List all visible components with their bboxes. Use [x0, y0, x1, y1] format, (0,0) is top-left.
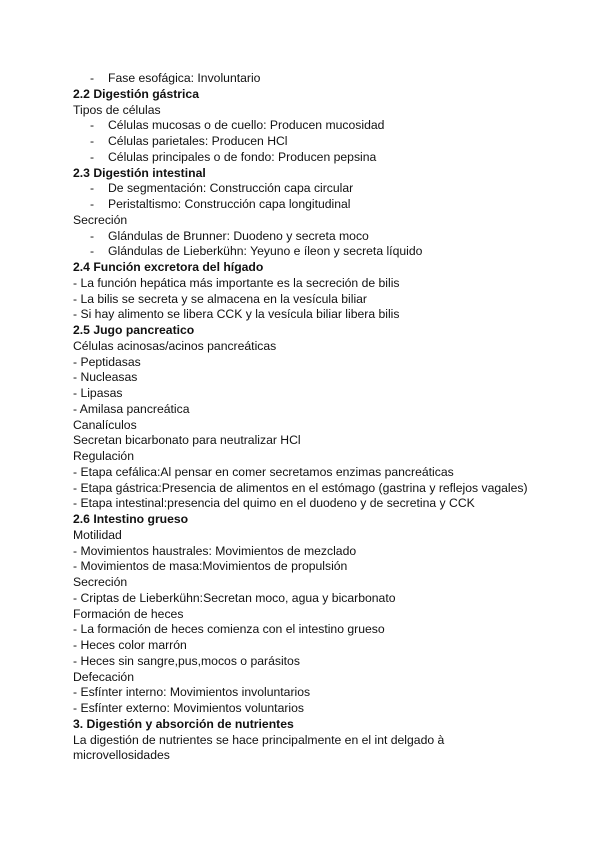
bullet-dash: - — [90, 118, 95, 133]
text-line: microvellosidades — [73, 748, 170, 763]
bullet-item — [73, 134, 573, 150]
text-line: Secretan bicarbonato para neutralizar HCl — [73, 433, 301, 448]
text-line: - Heces color marrón — [73, 638, 187, 652]
bullet-item — [73, 244, 573, 260]
section-heading: 2.2 Digestión gástrica — [73, 86, 199, 101]
bullet-text: Peristaltismo: Construcción capa longitudinal — [108, 197, 351, 211]
text-line: - Si hay alimento se libera CCK y la vesícula biliar libera bilis — [73, 307, 400, 322]
text-line: Regulación — [73, 449, 134, 463]
text-line: - Esfínter interno: Movimientos involuntarios — [73, 685, 311, 700]
text-line: - Heces sin sangre,pus,mocos o parásitos — [73, 653, 300, 668]
text-line: La digestión de nutrientes se hace principalmente en el int delgado à — [73, 732, 445, 747]
text-line: - Amilasa pancreática — [73, 401, 190, 416]
text-line: - Etapa gástrica:Presencia de alimentos en el estómago (gastrina y reflejos vagales) — [73, 480, 528, 495]
section-heading: 2.4 Función excretora del hígado — [73, 260, 264, 274]
bullet-item — [73, 197, 573, 213]
bullet-text: Fase esofágica: Involuntario — [108, 71, 261, 85]
bullet-text: Células mucosas o de cuello: Producen mucosidad — [108, 118, 385, 133]
bullet-text: Células parietales: Producen HCl — [108, 134, 288, 148]
bullet-item — [73, 118, 573, 134]
text-line: Motilidad — [73, 527, 122, 542]
bullet-item — [73, 71, 573, 87]
bullet-text: De segmentación: Construcción capa circular — [108, 181, 354, 196]
bullet-dash: - — [90, 244, 95, 259]
section-heading: 2.3 Digestión intestinal — [73, 165, 206, 180]
text-line: Tipos de células — [73, 102, 161, 117]
text-line: - Peptidasas — [73, 354, 141, 369]
bullet-dash: - — [90, 228, 95, 243]
bullet-text: Glándulas de Brunner: Duodeno y secreta moco — [108, 228, 369, 243]
text-line: - La función hepática más importante es la secreción de bilis — [73, 275, 400, 290]
text-line: - Etapa cefálica:Al pensar en comer secretamos enzimas pancreáticas — [73, 464, 454, 479]
text-line: Células acinosas/acinos pancreáticas — [73, 338, 277, 353]
text-line: - Etapa intestinal:presencia del quimo en el duodeno y de secretina y CCK — [73, 496, 475, 511]
text-line: - Criptas de Lieberkühn:Secretan moco, agua y bicarbonato — [73, 590, 396, 605]
text-line: - Lipasas — [73, 386, 123, 400]
bullet-dash: - — [90, 134, 95, 148]
section-heading: 2.5 Jugo pancreatico — [73, 323, 195, 337]
bullet-text: Glándulas de Lieberkühn: Yeyuno e íleon y secreta líquido — [108, 244, 423, 259]
bullet-item — [73, 229, 573, 245]
bullet-item — [73, 150, 573, 166]
text-line: Formación de heces — [73, 606, 184, 621]
bullet-dash: - — [90, 71, 95, 85]
section-heading: 2.6 Intestino grueso — [73, 512, 189, 526]
text-line: - Movimientos haustrales: Movimientos de mezclado — [73, 543, 357, 558]
bullet-dash: - — [90, 149, 95, 164]
document-body — [73, 71, 573, 764]
text-line: - Movimientos de masa:Movimientos de propulsión — [73, 559, 348, 574]
text-line: - La formación de heces comienza con el intestino grueso — [73, 622, 385, 637]
text-line: Secreción — [73, 575, 128, 589]
bullet-dash: - — [90, 197, 95, 211]
section-heading: 3. Digestión y absorción de nutrientes — [73, 716, 294, 731]
text-line: - Nucleasas — [73, 370, 138, 385]
bullet-item — [73, 181, 573, 197]
bullet-dash: - — [90, 181, 95, 196]
bullet-text: Células principales o de fondo: Producen pepsina — [108, 149, 377, 164]
text-line: Secreción — [73, 212, 128, 227]
text-line: Canalículos — [73, 417, 137, 432]
text-line: - La bilis se secreta y se almacena en la vesícula biliar — [73, 291, 367, 306]
text-line: Defecación — [73, 669, 134, 684]
text-line: - Esfínter externo: Movimientos voluntarios — [73, 701, 304, 715]
